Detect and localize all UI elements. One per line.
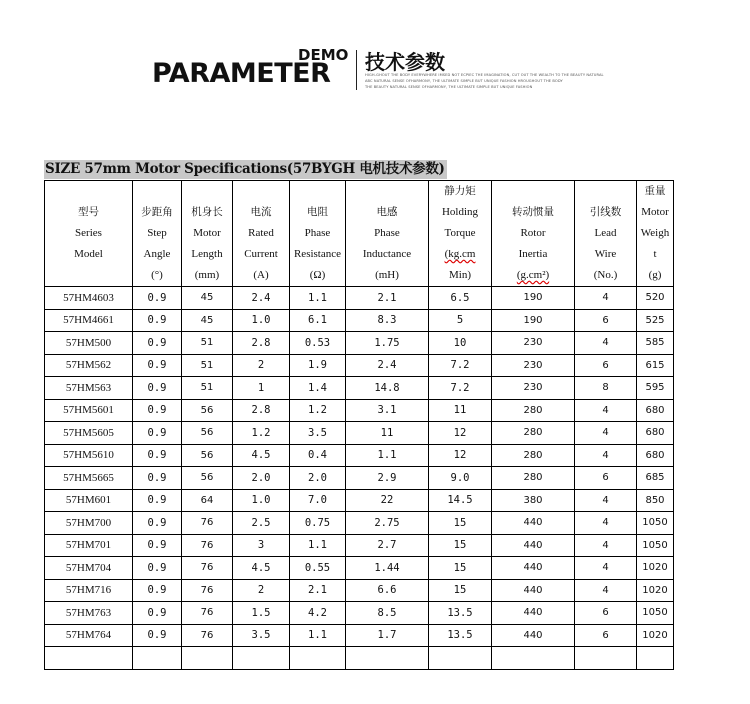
table-cell: 13.5 [429,624,492,647]
table-cell: 1.1 [346,444,429,467]
table-cell: 4 [575,512,637,535]
table-cell: 57HM5610 [45,444,133,467]
table-cell: 2.7 [346,534,429,557]
table-cell: 4.2 [290,602,346,625]
header-line: 引线数 [589,206,622,218]
table-row [45,512,674,535]
table-cell: 4 [575,332,637,355]
table-cell: 1020 [637,579,674,602]
table-cell: 76 [182,512,233,535]
table-cell: 57HM500 [45,332,133,355]
table-cell: 2.8 [233,399,290,422]
table-cell: 1.1 [290,287,346,310]
table-cell: 2 [233,579,290,602]
table-cell: 7.2 [429,377,492,400]
table-cell: 2 [233,354,290,377]
table-cell: 0.9 [133,512,182,535]
table-cell: 850 [637,489,674,512]
table-cell: 4 [575,399,637,422]
table-cell: 57HM4661 [45,309,133,332]
table-cell: 3.5 [290,422,346,445]
header-line [575,181,636,202]
table-cell: 4 [575,534,637,557]
table-cell: 0.9 [133,444,182,467]
table-cell: 8.5 [346,602,429,625]
table-cell: 525 [637,309,674,332]
header-line: Length [191,248,223,260]
table-row [45,467,674,490]
table-cell: 440 [492,602,575,625]
table-cell: 440 [492,557,575,580]
header-line: 电感 [376,206,398,218]
header-line: 步距角 [141,206,173,218]
empty-cell [492,647,575,670]
table-cell: 1.0 [233,309,290,332]
table-cell: 0.9 [133,309,182,332]
table-cell: 2.1 [290,579,346,602]
header-line: 电流 [250,206,272,218]
table-cell: 190 [492,287,575,310]
table-cell: 6 [575,602,637,625]
table-cell: 4 [575,444,637,467]
table-cell: 0.9 [133,354,182,377]
empty-cell [133,647,182,670]
table-cell: 7.2 [429,354,492,377]
header-line: Inertia [518,248,548,260]
table-cell: 56 [182,467,233,490]
table-cell: 2.75 [346,512,429,535]
table-cell: 1 [233,377,290,400]
header-line: Rated [248,227,274,239]
table-cell: 0.9 [133,467,182,490]
table-cell: 4.5 [233,444,290,467]
header-line [45,181,132,202]
table-cell: 0.9 [133,287,182,310]
table-cell: 4 [575,489,637,512]
header-cell [575,181,637,287]
table-cell: 190 [492,309,575,332]
table-cell: 4 [575,579,637,602]
table-cell: 1.1 [290,534,346,557]
table-cell: 1.2 [233,422,290,445]
table-cell: 10 [429,332,492,355]
header-line: 电阻 [307,206,328,218]
table-cell: 2.9 [346,467,429,490]
table-cell: 615 [637,354,674,377]
table-cell: 680 [637,444,674,467]
header-line: Rotor [520,227,546,239]
table-cell: 1.75 [346,332,429,355]
table-row [45,624,674,647]
header-line [290,181,345,202]
header-line-text: (kg.cm [444,248,476,260]
table-cell: 0.9 [133,399,182,422]
table-cell: 280 [492,467,575,490]
table-cell: 6 [575,309,637,332]
table-cell: 76 [182,557,233,580]
table-cell: 4 [575,422,637,445]
banner-small-text: THE BEAUTY NATURAL SENSE OFHARMONY, THE ULTIMATE SIMPLE BUT UNIQUE FASHION [365,85,533,89]
table-cell: 57HM700 [45,512,133,535]
table-cell: 230 [492,332,575,355]
table-cell: 440 [492,579,575,602]
table-cell: 1.4 [290,377,346,400]
header-cell [133,181,182,287]
table-cell: 57HM716 [45,579,133,602]
table-cell: 1050 [637,512,674,535]
table-cell: 64 [182,489,233,512]
header-line: Series [75,227,102,239]
table-cell: 57HM764 [45,624,133,647]
header-line [346,181,428,202]
table-cell: 1.2 [290,399,346,422]
table-cell: 1020 [637,557,674,580]
table-cell: 680 [637,422,674,445]
header-line: Torque [444,227,476,239]
table-cell: 0.55 [290,557,346,580]
header-cell [182,181,233,287]
table-cell: 0.9 [133,377,182,400]
table-cell: 15 [429,557,492,580]
header-line: 重量 [644,185,666,197]
header-line: (mm) [194,269,220,281]
table-cell: 585 [637,332,674,355]
header-line: Step [147,227,167,239]
empty-cell [290,647,346,670]
empty-cell [637,647,674,670]
table-row [45,557,674,580]
header-line: Motor [193,227,221,239]
header-line: Current [244,248,278,260]
table-cell: 0.9 [133,489,182,512]
header-line: (g) [648,269,662,281]
table-cell: 11 [429,399,492,422]
table-cell: 230 [492,377,575,400]
table-cell: 1.1 [290,624,346,647]
table-cell: 8.3 [346,309,429,332]
table-cell: 57HM701 [45,534,133,557]
table-cell: 2.0 [290,467,346,490]
table-cell: 685 [637,467,674,490]
table-cell: 0.9 [133,602,182,625]
table-cell: 0.9 [133,534,182,557]
table-cell: 6.6 [346,579,429,602]
header-line: Min) [449,269,471,281]
banner-divider [356,50,357,90]
table-cell: 14.8 [346,377,429,400]
header-line [492,181,574,202]
header-line-text: (g.cm²) [516,269,550,281]
table-row [45,354,674,377]
table-cell: 5 [429,309,492,332]
header-line: (mH) [375,269,399,281]
table-cell: 51 [182,332,233,355]
table-cell: 1.44 [346,557,429,580]
header-line: Lead [594,227,617,239]
table-cell: 280 [492,444,575,467]
header-cell [233,181,290,287]
table-cell: 1.9 [290,354,346,377]
banner-small-text: ABC NATURAL SENSE OFHARMONY, THE ULTIMATE SIMPLE BUT UNIQUE FASHION HROUGHOUT THE BODY [365,79,563,83]
header-line: (No.) [593,269,618,281]
table-cell: 56 [182,422,233,445]
table-row [45,399,674,422]
header-cell [346,181,429,287]
table-cell: 57HM5601 [45,399,133,422]
table-cell: 2.5 [233,512,290,535]
table-cell: 8 [575,377,637,400]
table-cell: 57HM5665 [45,467,133,490]
header-line: Weigh [640,227,670,239]
table-cell: 6 [575,354,637,377]
table-cell: 0.9 [133,557,182,580]
table-cell: 15 [429,534,492,557]
header-line [45,265,132,286]
table-cell: 280 [492,422,575,445]
header-cell [290,181,346,287]
table-cell: 6 [575,467,637,490]
empty-cell [233,647,290,670]
table-cell: 0.9 [133,624,182,647]
header-cell [429,181,492,287]
table-cell: 9.0 [429,467,492,490]
table-cell: 51 [182,377,233,400]
table-cell: 0.53 [290,332,346,355]
header-cell [45,181,133,287]
table-cell: 2.8 [233,332,290,355]
table-cell: 2.4 [233,287,290,310]
table-cell: 56 [182,399,233,422]
table-row [45,287,674,310]
table-cell: 76 [182,602,233,625]
table-cell: 22 [346,489,429,512]
empty-cell [346,647,429,670]
table-cell: 1050 [637,602,674,625]
table-cell: 1.0 [233,489,290,512]
table-row [45,602,674,625]
table-cell: 45 [182,287,233,310]
header-line: 静力矩 [444,185,476,197]
header-line [492,265,574,286]
header-line [233,181,289,202]
header-line: Phase [304,227,331,239]
table-row [45,534,674,557]
table-cell: 380 [492,489,575,512]
table-cell: 15 [429,579,492,602]
table-cell: 51 [182,354,233,377]
banner-chinese-title: 技术参数 [365,50,445,74]
table-cell: 0.4 [290,444,346,467]
table-cell: 2.4 [346,354,429,377]
banner-parameter: PARAMETER [152,58,331,89]
table-cell: 1050 [637,534,674,557]
table-cell: 0.9 [133,579,182,602]
table-cell: 1020 [637,624,674,647]
table-cell: 45 [182,309,233,332]
header-line: (A) [253,269,269,281]
spec-table [44,180,674,670]
header-line: Wire [594,248,617,260]
header-line: Model [74,248,103,260]
table-cell: 4 [575,557,637,580]
header-line: Motor [641,206,669,218]
header-cell [492,181,575,287]
table-row [45,489,674,512]
table-cell: 0.9 [133,422,182,445]
banner-small-text: HIGH-GHOUT THE BODY EVERYWHERE IMSED NOT ECPIEC THE IMAGINATION, CUT OUT THE WEALTH TO THE BEAUTY NATURAL [365,73,604,77]
table-cell: 0.75 [290,512,346,535]
table-cell: 76 [182,534,233,557]
table-cell: 6 [575,624,637,647]
table-cell: 280 [492,399,575,422]
header-line: (°) [151,269,163,281]
table-cell: 520 [637,287,674,310]
table-cell: 14.5 [429,489,492,512]
header-line: Inductance [362,248,412,260]
table-row [45,579,674,602]
spec-title: SIZE 57mm Motor Specifications(57BYGH 电机技术参数) [45,161,445,177]
table-cell: 680 [637,399,674,422]
header-line [182,181,232,202]
header-line [133,181,181,202]
table-cell: 11 [346,422,429,445]
empty-cell [429,647,492,670]
table-cell: 3.1 [346,399,429,422]
header-line: 型号 [78,206,99,218]
table-row [45,309,674,332]
header-cell [637,181,674,287]
table-cell: 7.0 [290,489,346,512]
header-line: Holding [441,206,479,218]
header-line: Angle [143,248,171,260]
empty-cell [45,647,133,670]
table-cell: 2.1 [346,287,429,310]
table-cell: 3.5 [233,624,290,647]
table-cell: 0.9 [133,332,182,355]
table-cell: 1.7 [346,624,429,647]
table-cell: 57HM704 [45,557,133,580]
empty-cell [182,647,233,670]
table-cell: 57HM4603 [45,287,133,310]
table-cell: 15 [429,512,492,535]
header-row [45,181,674,287]
header-line: Resistance [293,248,342,260]
empty-cell [575,647,637,670]
table-cell: 57HM563 [45,377,133,400]
header-line: 转动惯量 [512,206,554,218]
table-cell: 56 [182,444,233,467]
table-cell: 57HM763 [45,602,133,625]
table-cell: 76 [182,624,233,647]
header-line [429,244,491,265]
header-line: 机身长 [191,206,223,218]
table-row [45,422,674,445]
header-line: (Ω) [309,269,326,281]
table-cell: 3 [233,534,290,557]
table-cell: 230 [492,354,575,377]
table-cell: 595 [637,377,674,400]
table-cell: 2.0 [233,467,290,490]
table-cell: 57HM601 [45,489,133,512]
header-line: Phase [374,227,400,239]
table-cell: 440 [492,512,575,535]
table-cell: 440 [492,534,575,557]
table-cell: 57HM562 [45,354,133,377]
table-cell: 6.1 [290,309,346,332]
table-cell: 1.5 [233,602,290,625]
table-cell: 76 [182,579,233,602]
table-row [45,377,674,400]
table-row [45,444,674,467]
empty-row [45,647,674,670]
table-cell: 12 [429,422,492,445]
table-cell: 4.5 [233,557,290,580]
table-cell: 12 [429,444,492,467]
table-cell: 6.5 [429,287,492,310]
banner-demo: DEMO [298,46,349,64]
banner [152,44,622,92]
table-cell: 4 [575,287,637,310]
table-row [45,332,674,355]
header-line: t [653,248,657,260]
table-cell: 440 [492,624,575,647]
table-cell: 57HM5605 [45,422,133,445]
table-cell: 13.5 [429,602,492,625]
